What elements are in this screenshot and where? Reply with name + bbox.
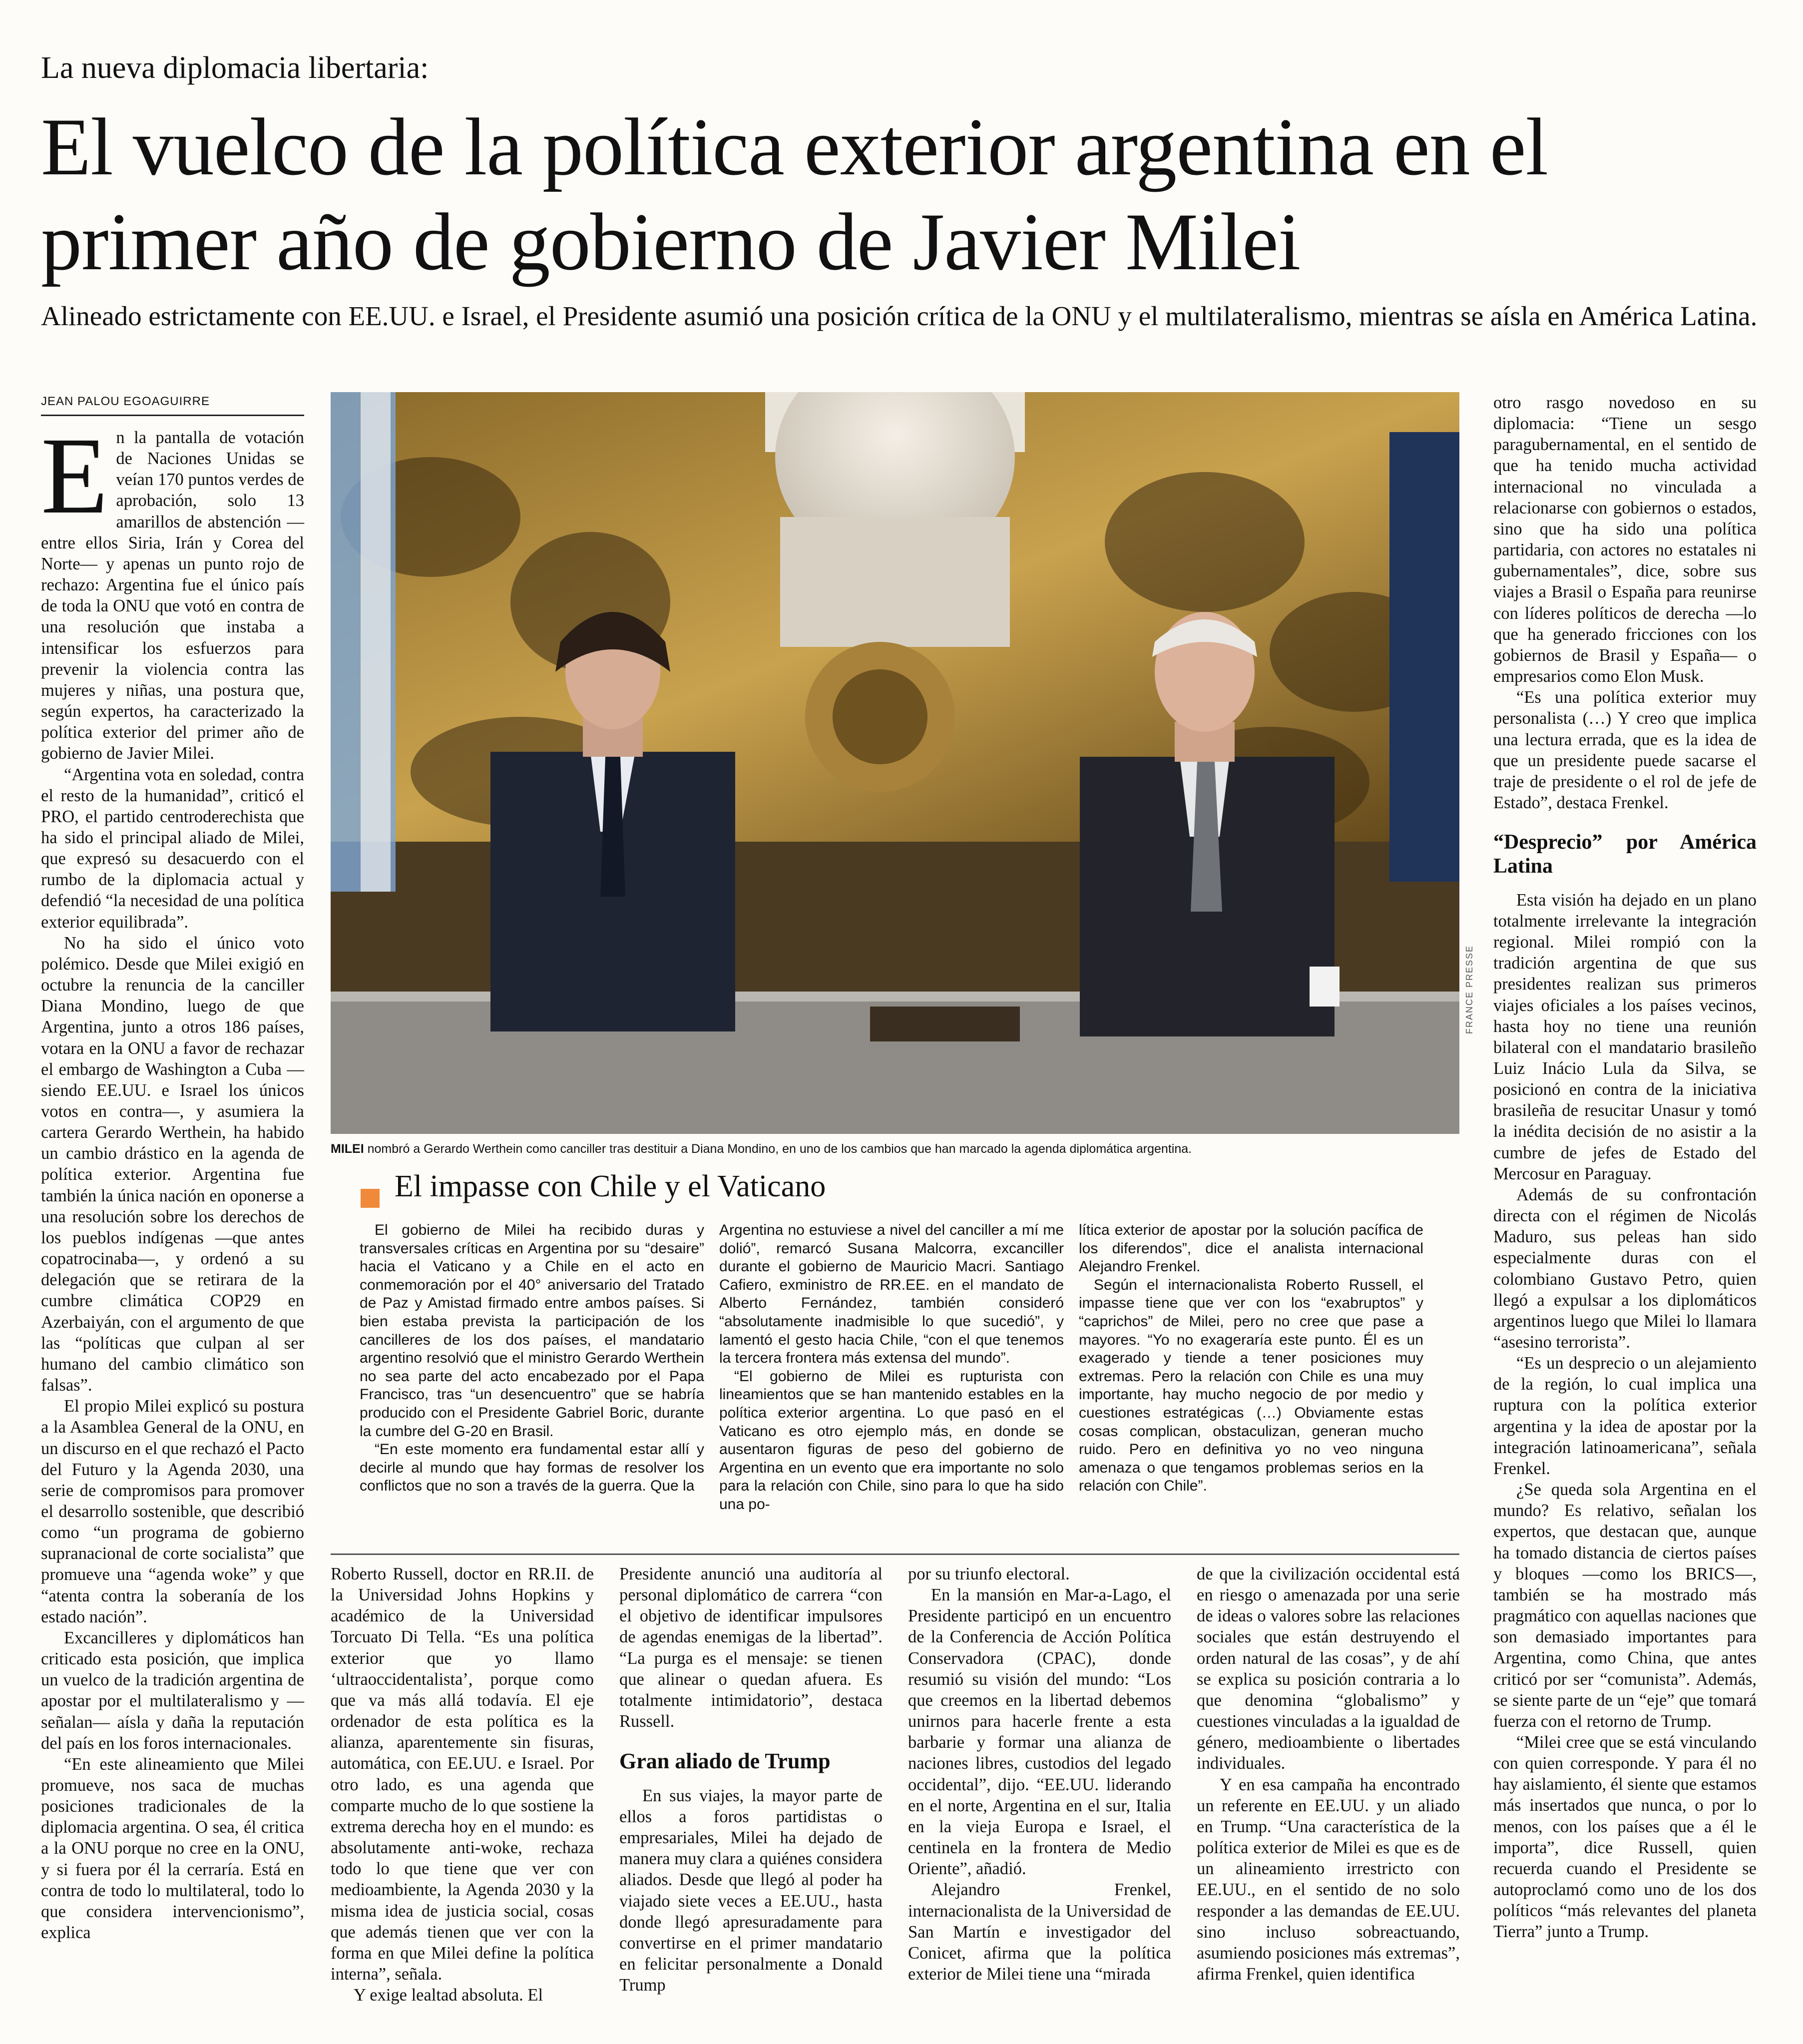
deck: Alineado estrictamente con EE.UU. e Israel, el Presidente asumió una posición crítica de la ONU y el multilateralismo, mientras se aísla en América Latina. xyxy=(41,301,1758,331)
paragraph: otro rasgo novedoso en su diplomacia: “Tiene un sesgo paragubernamental, en el sentido de que ha tenido mucha actividad internacional no vinculada a relacionarse con gobiernos o estados, sino que ha sido una política partidaria, con actores no estatales ni gubernamentales”, dice, sobre sus viajes a Brasil o España para reunirse con líderes políticos de derecha —lo que ha generado fricciones con los gobiernos de Brasil y España— o empresarios como Elon Musk. xyxy=(1493,393,1757,686)
paragraph: Argentina no estuviese a nivel del canciller a mí me dolió”, remarcó Susana Malcorra, excanciller durante el gobierno de Mauricio Macri. Santiago Cafiero, exministro de RR.EE. en el mandato de Alberto Fernández, también consideró “absolutamente inadmisible lo que sucedió”, y lamentó el gesto hacia Chile, “con el que tenemos la tercera frontera más extensa del mundo”. xyxy=(719,1222,1064,1367)
photo-illustration xyxy=(331,392,1459,1134)
paragraph: Y exige lealtad absoluta. El xyxy=(354,1986,543,2005)
paragraph: “Es un desprecio o un alejamiento de la región, lo cual implica una ruptura con la política exterior argentina y la idea de apostar por la integración latinoamericana”, señala Frenkel. xyxy=(1493,1354,1757,1478)
paragraph: lítica exterior de apostar por la solución pacífica de los diferendos”, dice el analista internacional Alejandro Frenkel. xyxy=(1079,1222,1423,1275)
sidebar-column-1 xyxy=(360,1221,704,1496)
article-column-2 xyxy=(331,1563,594,2006)
sidebar-bottom-rule xyxy=(331,1553,1459,1555)
paragraph: Roberto Russell, doctor en RR.II. de la Universidad Johns Hopkins y académico de la Universidad Torcuato Di Tella. “Es una política exterior que yo llamo ‘ultraoccidentalista’, porque como que va más allá todavía. El eje ordenador de esta política es la alianza, aparentemente sin fisuras, automática, con EE.UU. e Israel. Por otro lado, es una agenda que comparte mucho de lo que sostiene la extrema derecha hoy en el mundo: es absolutamente anti-woke, rechaza todo lo que tiene que ver con medioambiente, la Agenda 2030 y la misma idea de justicia social, cosas que además tienen que ver con la forma en que Milei define la política interna”, señala. xyxy=(331,1564,594,1984)
paragraph: El propio Milei explicó su postura a la Asamblea General de la ONU, en un discurso en el que rechazó el Pacto del Futuro y la Agenda 2030, una serie de compromisos para promover el desarrollo sostenible, que describió como “un programa de gobierno supranacional de corte socialista” que promueve una “agenda woke” y que “atenta contra la soberanía de los estado nación”. xyxy=(41,1397,304,1626)
caption-bold: MILEI xyxy=(331,1142,364,1156)
paragraph: Además de su confrontación directa con el régimen de Nicolás Maduro, sus peleas han sido especialmente duras con el colombiano Gustavo Petro, quien llegó a expulsar a los diplomáticos argentinos luego que Milei lo llamara “asesino terrorista”. xyxy=(1493,1185,1757,1352)
paragraph: “Es una política exterior muy personalista (…) Y creo que implica una lectura errada, que es la idea de que un presidente puede sacarse el traje de presidente o el rol de jefe de Estado”, destaca Frenkel. xyxy=(1493,688,1757,812)
drop-cap: E xyxy=(41,415,108,536)
sidebar-column-2 xyxy=(719,1221,1064,1514)
article-column-3 xyxy=(619,1563,883,1996)
caption-text: nombró a Gerardo Werthein como canciller tras destituir a Diana Mondino, en uno de los cambios que han marcado la agenda diplomática argentina. xyxy=(364,1142,1192,1156)
sidebar-column-3 xyxy=(1079,1221,1423,1496)
paragraph: Excancilleres y diplomáticos han criticado esta posición, que implica un vuelco de la tradición argentina de apostar por el multilateralismo y —señalan— aísla y daña la reputación del país en los foros internacionales. xyxy=(41,1628,304,1753)
paragraph: de que la civilización occidental está en riesgo o amenazada por una serie de ideas o valores sobre las relaciones sociales que están destruyendo el orden natural de las cosas”, y de ahí se explica su posición contraria a lo que denomina “globalismo” y cuestiones vinculadas a la igualdad de género, medioambiente o libertades individuales. xyxy=(1197,1564,1460,1773)
section-marker-icon xyxy=(361,1189,380,1208)
photo-credit: FRANCE PRESSE xyxy=(1464,945,1474,1034)
article-column-6 xyxy=(1493,392,1757,1943)
paragraph: “Argentina vota en soledad, contra el resto de la humanidad”, criticó el PRO, el partido centroderechista que ha sido el principal aliado de Milei, que expresó su desacuerdo con el rumbo de la diplomacia actual y defendió “la necesidad de una política exterior equilibrada”. xyxy=(41,765,304,932)
sidebar-title: El impasse con Chile y el Vaticano xyxy=(395,1169,826,1203)
paragraph: El gobierno de Milei ha recibido duras y transversales críticas en Argentina por su “desaire” hacia el Vaticano y a Chile en el acto en conmemoración por el 40° aniversario del Tratado de Paz y Amistad firmado entre ambos países. Si bien estaba prevista la participación de los cancilleres de los dos países, el mandatario argentino resolvió que el ministro Gerardo Werthein no sea parte del acto encabezado por el Papa Francisco, tras “un desencuentro” que se habría producido con el Presidente Gabriel Boric, durante la cumbre del G-20 en Brasil. xyxy=(360,1222,704,1440)
paragraph: En sus viajes, la mayor parte de ellos a foros partidistas o empresariales, Milei ha dejado de manera muy clara a quiénes considera aliados. Desde que llegó al poder ha viajado siete veces a EE.UU., hasta donde llegó apresuradamente para convertirse en el primer mandatario en felicitar personalmente a Donald Trump xyxy=(619,1786,883,1995)
paragraph: Alejandro Frenkel, internacionalista de la Universidad de San Martín e investigador del Conicet, afirma que la política exterior de Milei tiene una “mirada xyxy=(908,1880,1171,1984)
paragraph: “En este alineamiento que Milei promueve, nos saca de muchas posiciones tradicionales de la diplomacia argentina. O sea, él critica a la ONU porque no cree en la ONU, y si fuera por él la cerraría. Está en contra de todo lo multilateral, todo lo que considera intervencionismo”, explica xyxy=(41,1754,304,1943)
article-column-1 xyxy=(41,415,304,1943)
subhead-latam: “Desprecio” por América Latina xyxy=(1493,831,1757,878)
paragraph: Según el internacionalista Roberto Russell, el impasse tiene que ver con los “exabruptos” y “caprichos” de Milei, pero no cree que pase a mayores. “Yo no exageraría este punto. Él es un exagerado y tiende a tener posiciones muy extremas. Pero la relación con Chile es una muy importante, hay mucho negocio de por medio y cuestiones estratégicas (…) Obviamente estas cosas complican, obstaculizan, generan mucho ruido. Pero en definitiva yo no veo ninguna amenaza o que tengamos problemas serios en la relación con Chile”. xyxy=(1079,1276,1423,1495)
paragraph: Presidente anunció una auditoría al personal diplomático de carrera “con el objetivo de identificar impulsores de agendas enemigas de la libertad”. “La purga es el mensaje: se tienen que alinear o quedan afuera. Es totalmente intimidatorio”, destaca Russell. xyxy=(619,1564,883,1731)
kicker: La nueva diplomacia libertaria: xyxy=(41,51,429,85)
paragraph: por su triunfo electoral. xyxy=(908,1564,1070,1583)
article-column-5 xyxy=(1197,1563,1460,1985)
news-photo xyxy=(331,392,1459,1134)
article-column-4 xyxy=(908,1563,1171,1985)
photo-caption xyxy=(331,1141,1459,1156)
lead-paragraph: En la pantalla de votación de Naciones Unidas se veían 170 puntos verdes de aprobación, solo 13 amarillos de abstención —entre ellos Siria, Irán y Corea del Norte— y apenas un punto rojo de rechazo: Argentina fue el único país de toda la ONU que votó en contra de una resolución que instaba a intensificar los esfuerzos para prevenir la violencia contra las mujeres y niñas, una postura que, según expertos, ha caracterizado la política exterior del primer año de gobierno de Javier Milei. xyxy=(41,415,304,763)
paragraph: “El gobierno de Milei es rupturista con lineamientos que se han mantenido estables en la política exterior argentina. Lo que pasó en el Vaticano es otro ejemplo más, en donde se ausentaron figuras de peso del gobierno de Argentina en un evento que era importante no solo para la relación con Chile, sino para lo que ha sido una po- xyxy=(719,1368,1064,1513)
byline: JEAN PALOU EGOAGUIRRE xyxy=(41,395,304,416)
paragraph: En la mansión en Mar-a-Lago, el Presidente participó en un encuentro de la Conferencia de Acción Política Conservadora (CPAC), donde resumió su visión del mundo: “Los que creemos en la libertad debemos unirnos para hacerle frente a esta barbarie y formar una alianza de naciones libres, custodios del legado occidental”, dijo. “EE.UU. liderando en el norte, Argentina en el sur, Italia en la vieja Europa e Israel, el centinela en la frontera de Medio Oriente”, añadió. xyxy=(908,1585,1171,1879)
paragraph: Y en esa campaña ha encontrado un referente en EE.UU. y un aliado en Trump. “Una característica de la política exterior de Milei es que es de un alineamiento irrestricto con EE.UU., en el sentido de no solo responder a las demandas de EE.UU. sino incluso sobreactuando, asumiendo posiciones más extremas”, afirma Frenkel, quien identifica xyxy=(1197,1775,1460,1984)
paragraph: No ha sido el único voto polémico. Desde que Milei exigió en octubre la renuncia de la canciller Diana Mondino, luego de que Argentina, junto a otros 186 países, votara en la ONU a favor de rechazar el embargo de Washington a Cuba —siendo EE.UU. e Israel los únicos votos en contra—, y asumiera la cartera Gerardo Werthein, ha habido un cambio drástico en la agenda de política exterior. Argentina fue también la única nación en oponerse a una resolución sobre los derechos de los pueblos indígenas —que antes copatrocinaba—, y ordenó a su delegación que se retirara de la cumbre climática COP29 en Azerbaiyán, con el argumento de que las “políticas que culpan al ser humano del cambio climático son falsas”. xyxy=(41,933,304,1395)
subhead-trump: Gran aliado de Trump xyxy=(619,1749,831,1774)
paragraph: ¿Se queda sola Argentina en el mundo? Es relativo, señalan los expertos, que destacan que, aunque ha tomado distancia de ciertos países y bloques —como los BRICS—, también se ha mostrado más pragmático con aquellas naciones que son demasiado importantes para Argentina, como China, que antes criticó por ser “comunista”. Además, se siente parte de un “eje” que tomará fuerza con el retorno de Trump. xyxy=(1493,1480,1757,1731)
paragraph: “Milei cree que se está vinculando con quien corresponde. Y para él no hay aislamiento, él siente que estamos más insertados que nunca, o por lo menos, con los países que a él le importa”, dice Russell, quien recuerda cuando el Presidente se autoproclamó como uno de los dos políticos “más relevantes del planeta Tierra” junto a Trump. xyxy=(1493,1732,1757,1942)
headline: El vuelco de la política exterior argentina en el primer año de gobierno de Javier Milei xyxy=(41,102,1548,288)
paragraph: Esta visión ha dejado en un plano totalmente irrelevante la integración regional. Milei rompió con la tradición argentina de que sus presidentes realizan sus primeros viajes oficiales a los países vecinos, hasta hoy no tiene una reunión bilateral con el mandatario brasileño Luiz Inácio Lula da Silva, se posicionó en contra de la iniciativa brasileña de resucitar Unasur y tomó la inédita decisión de no asistir a la cumbre de jefes de Estado del Mercosur en Paraguay. xyxy=(1493,890,1757,1183)
paragraph: “En este momento era fundamental estar allí y decirle al mundo que hay formas de resolver los conflictos que no son a través de la guerra. Que la xyxy=(360,1441,704,1495)
